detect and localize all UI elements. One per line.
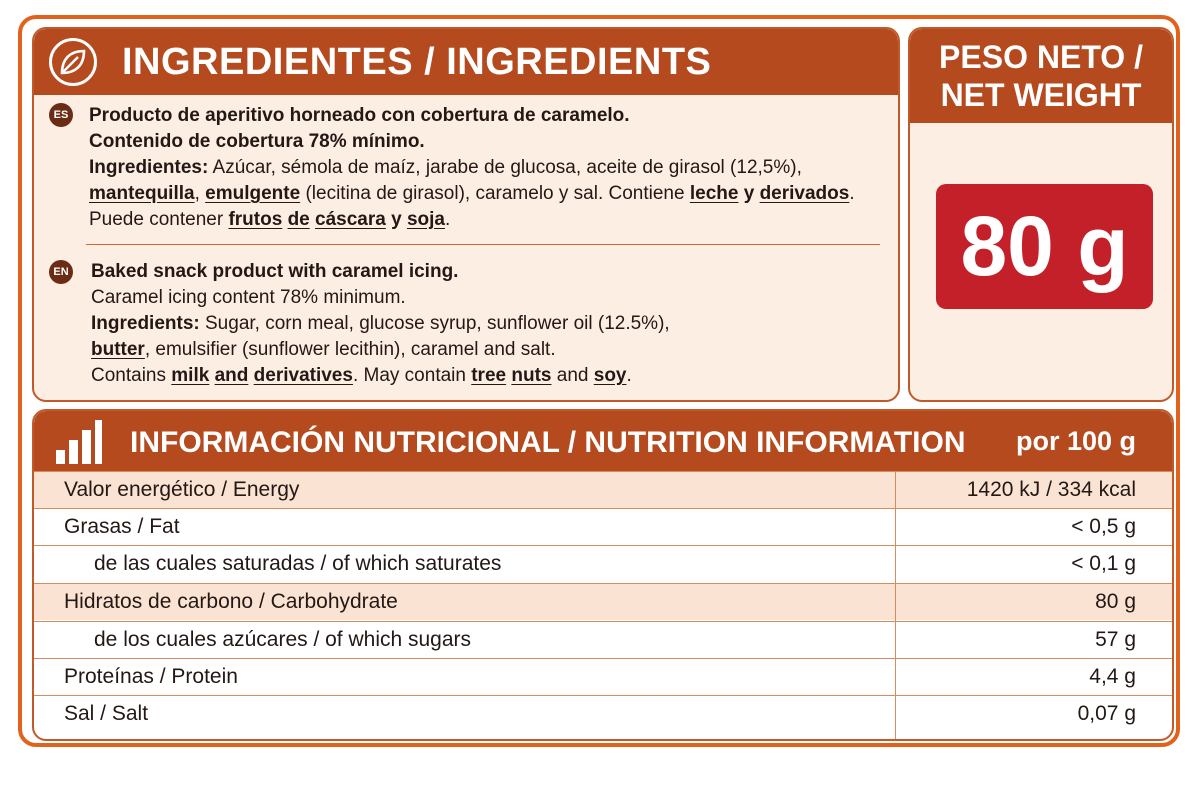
es-sep: , (194, 183, 206, 204)
es-allergen-milk: leche (689, 183, 739, 204)
es-may-contain: Puede contener (89, 209, 229, 230)
lang-badge-en: EN (49, 260, 73, 284)
net-weight-value: 80 g (936, 184, 1153, 309)
en-after-butter: , emulsifier (sunflower lecithin), caramel and salt. (144, 339, 556, 360)
es-end: . (444, 209, 451, 230)
es-nuts-3: cáscara (315, 209, 386, 230)
es-allergen-butter: mantequilla (89, 183, 195, 204)
row-label: de las cuales saturadas / of which saturates (94, 552, 502, 575)
es-emulsifier: emulgente (205, 183, 301, 204)
en-ing-text: Sugar, corn meal, glucose syrup, sunflower oil (12.5%), (199, 313, 670, 334)
net-weight-header (910, 29, 1172, 123)
row-value: < 0,5 g (1071, 515, 1136, 538)
ingredients-header (34, 29, 898, 95)
table-row (34, 583, 1172, 620)
row-value: 0,07 g (1077, 702, 1136, 725)
en-nuts: nuts (511, 365, 552, 386)
lang-badge-es: ES (49, 103, 73, 127)
en-line2: Caramel icing content 78% minimum. (91, 287, 406, 308)
es-ing-label: Ingredientes: (89, 157, 209, 178)
row-value: 57 g (1095, 628, 1136, 651)
row-value: 4,4 g (1089, 665, 1136, 688)
row-label: Proteínas / Protein (64, 665, 238, 688)
ingredients-panel (32, 27, 900, 402)
row-value: 1420 kJ / 334 kcal (966, 478, 1136, 501)
es-line1: Producto de aperitivo horneado con cobertura de caramelo. (89, 105, 630, 126)
bar-chart-icon (54, 420, 102, 464)
en-allergen-butter: butter (91, 339, 145, 360)
en-end: . (626, 365, 632, 386)
row-label: Sal / Salt (64, 702, 149, 725)
es-period: . (849, 183, 855, 204)
en-ing-label: Ingredients: (91, 313, 200, 334)
net-weight-label-en: NET WEIGHT (940, 77, 1142, 113)
en-line1: Baked snack product with caramel icing. (91, 261, 459, 282)
row-label: Grasas / Fat (64, 515, 180, 538)
nutrition-title: INFORMACIÓN NUTRICIONAL / NUTRITION INFORMATION (130, 426, 966, 459)
en-allergen-soy: soy (593, 365, 627, 386)
en-description (91, 259, 670, 389)
net-weight-label-es: PESO NETO / (939, 39, 1143, 75)
es-y: y (385, 209, 407, 230)
en-and: and (214, 365, 249, 386)
row-label: Hidratos de carbono / Carbohydrate (64, 590, 398, 613)
es-and: y (738, 183, 760, 204)
nutrition-header (34, 411, 1172, 471)
es-allergen-soy: soja (406, 209, 445, 230)
row-label: Valor energético / Energy (64, 478, 300, 501)
es-nuts-1: frutos (228, 209, 283, 230)
en-contains: Contains (91, 365, 172, 386)
row-label: de los cuales azúcares / of which sugars (94, 628, 472, 651)
table-row (34, 545, 1172, 582)
language-divider (86, 244, 880, 245)
ingredients-title: INGREDIENTES / INGREDIENTS (122, 41, 712, 83)
en-allergen-milk: milk (171, 365, 210, 386)
es-derivatives: derivados (759, 183, 850, 204)
per-100g-label: por 100 g (1015, 426, 1136, 456)
table-row (34, 621, 1172, 658)
table-row (34, 508, 1172, 545)
es-description (89, 103, 855, 233)
en-derivatives: derivatives (253, 365, 353, 386)
table-row (34, 658, 1172, 695)
table-row (34, 471, 1172, 508)
nutrition-panel (32, 409, 1174, 741)
en-tree: tree (471, 365, 507, 386)
column-divider (895, 471, 896, 739)
en-and2: and (551, 365, 594, 386)
table-row (34, 695, 1172, 732)
leaf-icon (49, 38, 97, 86)
row-value: < 0,1 g (1071, 552, 1136, 575)
es-line2: Contenido de cobertura 78% mínimo. (89, 131, 425, 152)
net-weight-panel (908, 27, 1174, 402)
row-value: 80 g (1095, 590, 1136, 613)
en-may-contain: . May contain (352, 365, 472, 386)
es-ing-text: Azúcar, sémola de maíz, jarabe de glucosa, aceite de girasol (12,5%), (208, 157, 802, 178)
es-nuts-2: de (287, 209, 310, 230)
es-mid-text: (lecitina de girasol), caramelo y sal. Contiene (300, 183, 690, 204)
